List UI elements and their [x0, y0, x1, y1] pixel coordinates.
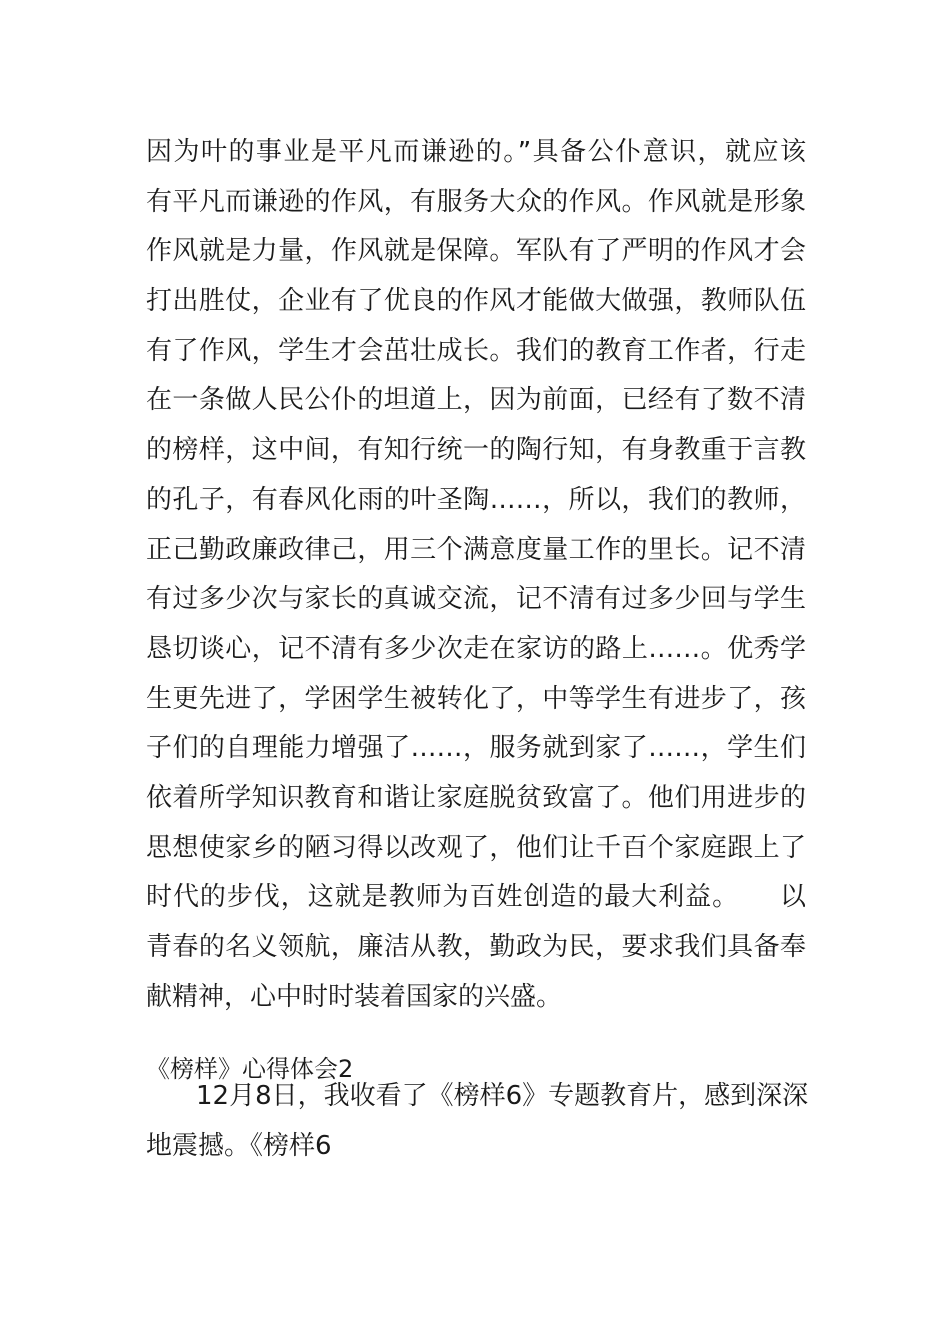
text-line: 有了作风，学生才会茁壮成长。我们的教育工作者，行走	[146, 335, 806, 366]
text-line: 的孔子，有春风化雨的叶圣陶……，所以，我们的教师，	[146, 484, 806, 515]
text-line: 打出胜仗，企业有了优良的作风才能做大做强，教师队伍	[146, 286, 806, 317]
text-line: 有平凡而谦逊的作风，有服务大众的作风。作风就是形象	[146, 186, 806, 217]
text-line: 依着所学知识教育和谐让家庭脱贫致富了。他们用进步的	[146, 782, 806, 813]
text-line: 子们的自理能力增强了……，服务就到家了……，学生们	[146, 733, 806, 764]
text-line: 恳切谈心，记不清有多少次走在家访的路上……。优秀学	[146, 633, 806, 664]
text-line: 作风就是力量，作风就是保障。军队有了严明的作风才会	[146, 236, 806, 267]
section-heading: 《榜样》心得体会2	[146, 1055, 354, 1083]
text-line: 思想使家乡的陋习得以改观了，他们让千百个家庭跟上了	[146, 832, 806, 863]
text-line: 青春的名义领航，廉洁从教，勤政为民，要求我们具备奉	[146, 932, 806, 962]
text-line: 因为叶的事业是平凡而谦逊的。”具备公仆意识，就应该	[146, 137, 806, 167]
text-line: 在一条做人民公仆的坦道上，因为前面，已经有了数不清	[146, 385, 806, 416]
paragraph-1	[146, 128, 806, 1022]
text-line: 生更先进了，学困学生被转化了，中等学生有进步了，孩	[146, 683, 806, 714]
text-line: 正己勤政廉政律己，用三个满意度量工作的里长。记不清	[146, 534, 806, 565]
paragraph-2	[146, 1072, 809, 1171]
text-line: 时代的步伐，这就是教师为百姓创造的最大利益。 以	[146, 882, 806, 913]
text-line: 有过多少次与家长的真诚交流，记不清有过多少回与学生	[146, 584, 806, 615]
text-line: 献精神，心中时时装着国家的兴盛。	[146, 981, 563, 1012]
text-line: 的榜样，这中间，有知行统一的陶行知，有身教重于言教	[146, 435, 806, 466]
text-line: 12月8日，我收看了《榜样6》专题教育片，感到深深	[196, 1081, 809, 1111]
text-line: 地震撼。《榜样6	[146, 1130, 332, 1161]
